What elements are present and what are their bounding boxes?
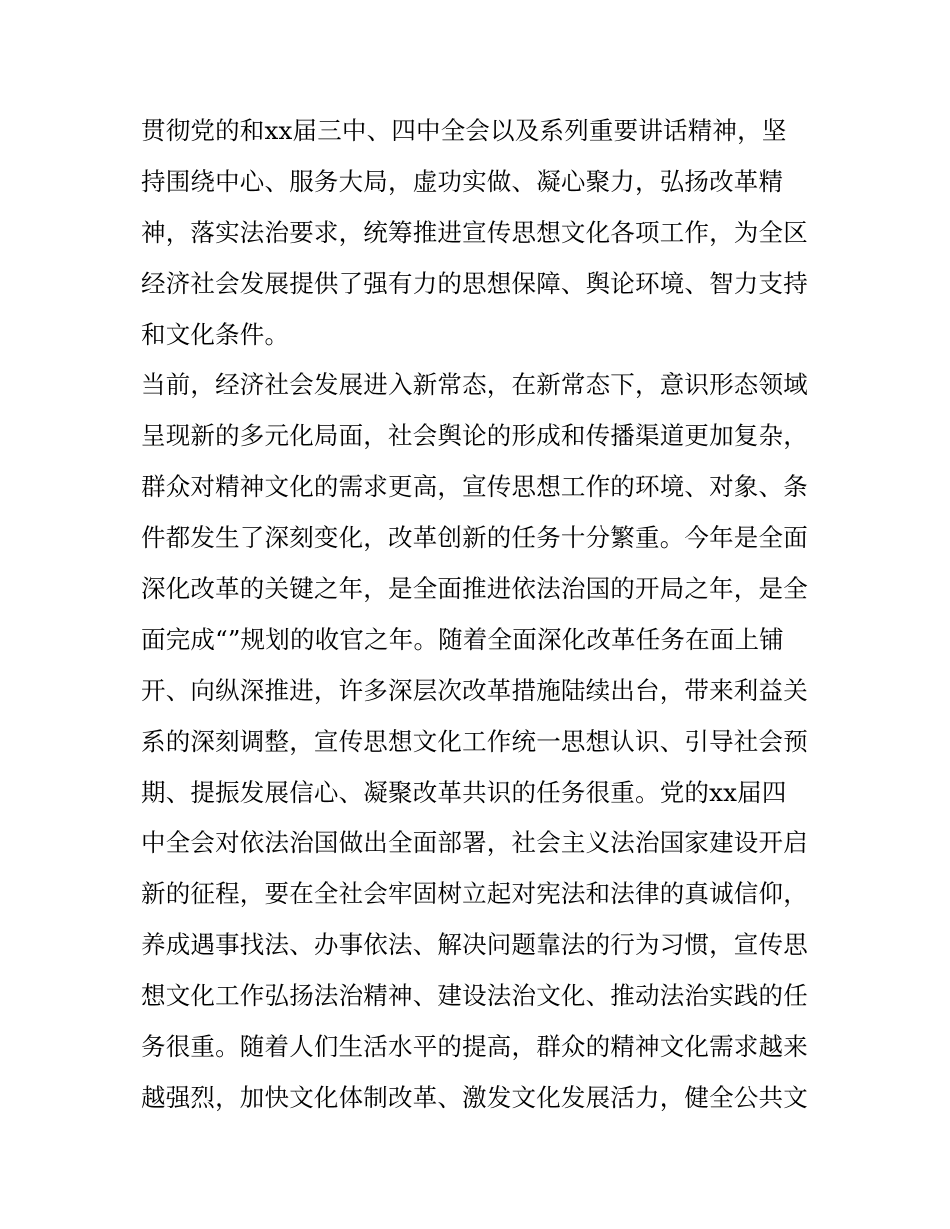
- text-line: 新的征程，要在全社会牢固树立起对宪法和法律的真诚信仰，: [141, 879, 808, 909]
- body-text: [141, 110, 813, 1128]
- text-line: 面完成“”规划的收官之年。随着全面深化改革任务在面上铺: [141, 624, 784, 654]
- text-line: 经济社会发展提供了强有力的思想保障、舆论环境、智力支持: [141, 268, 808, 298]
- text-line: 和文化条件。: [141, 319, 290, 349]
- text-line: 群众对精神文化的需求更高，宣传思想工作的环境、对象、条: [141, 472, 808, 502]
- text-line: 期、提振发展信心、凝聚改革共识的任务很重。党的xx届四: [141, 777, 787, 807]
- text-line: 务很重。随着人们生活水平的提高，群众的精神文化需求越来: [141, 1032, 808, 1062]
- text-line: 中全会对依法治国做出全面部署，社会主义法治国家建设开启: [141, 828, 808, 858]
- text-line: 想文化工作弘扬法治精神、建设法治文化、推动法治实践的任: [141, 981, 808, 1011]
- text-line: 贯彻党的和xx届三中、四中全会以及系列重要讲话精神，坚: [141, 116, 787, 145]
- text-line: 当前，经济社会发展进入新常态，在新常态下，意识形态领域: [141, 370, 808, 400]
- text-line: 越强烈，加快文化体制改革、激发文化发展活力，健全公共文: [141, 1082, 808, 1112]
- text-line: 件都发生了深刻变化，改革创新的任务十分繁重。今年是全面: [141, 523, 808, 553]
- text-line: 呈现新的多元化局面，社会舆论的形成和传播渠道更加复杂，: [141, 421, 808, 451]
- text-line: 系的深刻调整，宣传思想文化工作统一思想认识、引导社会预: [141, 726, 808, 756]
- text-line: 神，落实法治要求，统筹推进宣传思想文化各项工作，为全区: [141, 217, 808, 247]
- text-line: 开、向纵深推进，许多深层次改革措施陆续出台，带来利益关: [141, 675, 808, 705]
- text-line: 持围绕中心、服务大局，虚功实做、凝心聚力，弘扬改革精: [141, 166, 784, 196]
- text-line: 深化改革的关键之年，是全面推进依法治国的开局之年，是全: [141, 574, 808, 604]
- text-line: 养成遇事找法、办事依法、解决问题靠法的行为习惯，宣传思: [141, 930, 808, 960]
